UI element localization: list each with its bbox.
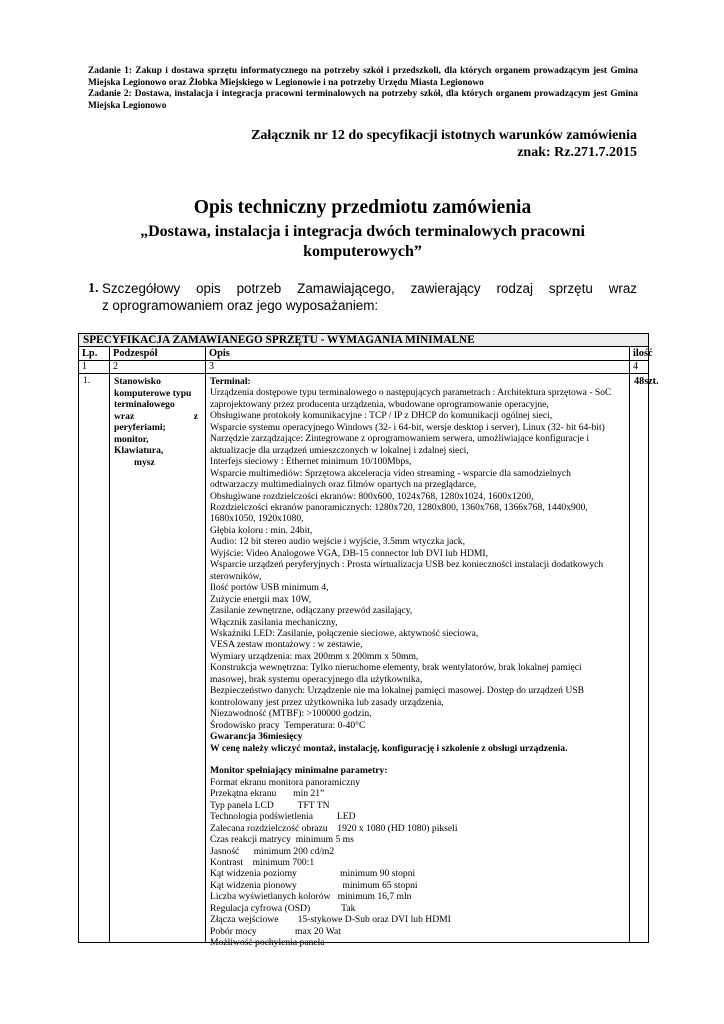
opis-line: Włącznik zasilania mechaniczny, bbox=[210, 616, 338, 628]
opis-line: Bezpieczeństwo danych: Urządzenie nie ma lokalnej pamięci masowej. Dostęp do urządzeń USB bbox=[210, 685, 585, 697]
col-number-1: 1 bbox=[82, 361, 87, 372]
annex-reference bbox=[88, 127, 637, 161]
opis-line: Możliwość pochylenia panela bbox=[210, 937, 325, 949]
opis-line: W cenę należy wliczyć montaż, instalację, konfigurację i szkolenie z obsługi urządzenia. bbox=[210, 742, 568, 754]
col-header-lp: Lp. bbox=[82, 348, 98, 359]
col-header-opis: Opis bbox=[209, 348, 230, 359]
table-header: SPECYFIKACJA ZAMAWIANEGO SPRZĘTU - WYMAGANIA MINIMALNE bbox=[78, 333, 649, 347]
opis-line: Kąt widzenia pionowy minimum 65 stopni bbox=[210, 879, 418, 891]
opis-line: Pobór mocy max 20 Wat bbox=[210, 925, 341, 937]
opis-line: VESA zestaw montażowy : w zestawie, bbox=[210, 639, 363, 651]
opis-line: Głębia koloru : min. 24bit, bbox=[210, 524, 313, 536]
opis-line: Wyjście: Video Analogowe VGA, DB-15 connector lub DVI lub HDMI, bbox=[210, 547, 488, 559]
opis-line: Wskaźniki LED: Zasilanie, połączenie sieciowe, aktywność sieciowa, bbox=[210, 627, 479, 639]
opis-line: 1680x1050, 1920x1080, bbox=[210, 513, 304, 525]
podzespol-line: monitor, bbox=[114, 433, 149, 445]
subtitle-line-2: komputerowych” bbox=[303, 243, 422, 260]
row-lp: 1. bbox=[83, 376, 91, 386]
opis-line: odtwarzaczy multimedialnych oraz filmów opartych na przeglądarce, bbox=[210, 479, 477, 491]
row-ilosc: 48szt. bbox=[634, 376, 659, 387]
task-2-text: Zadanie 2: Dostawa, instalacja i integracja pracowni terminalowych na potrzeby szkół, dla których organem prowadzącym jest Gmina Miejska Legionowo bbox=[88, 89, 638, 111]
col-number-4: 4 bbox=[633, 361, 638, 372]
spec-table bbox=[78, 333, 659, 949]
opis-line: Przekątna ekranu min 21” bbox=[210, 788, 325, 800]
opis-line: Złącza wejściowe 15-stykowe D-Sub oraz DVI lub HDMI bbox=[210, 914, 451, 926]
section-number: 1. bbox=[88, 281, 99, 296]
subtitle-line-1: „Dostawa, instalacja i integracja dwóch terminalowych pracowni bbox=[140, 223, 585, 240]
podzespol-line: peryferiami; bbox=[114, 422, 166, 433]
opis-line: Urządzenia dostępowe typu terminalowego o następujących parametrach : Architektura sprzętowa - SoC bbox=[210, 387, 612, 399]
opis-line: Wsparcie urządzeń peryferyjnych : Prosta wirtualizacja USB bez konieczności instalacji dodatkowych bbox=[210, 559, 604, 571]
opis-line: Jasność minimum 200 cd/m2 bbox=[210, 845, 335, 857]
col-divider-1 bbox=[109, 347, 110, 943]
podzespol-line bbox=[114, 411, 198, 423]
col-number-2: 2 bbox=[113, 361, 118, 372]
row-line-1 bbox=[78, 360, 649, 361]
table-border-left bbox=[78, 347, 79, 943]
section-1-line-2: z oprogramowaniem oraz jego wyposażaniem: bbox=[102, 298, 379, 313]
opis-line: Zasilanie zewnętrzne, odłączany przewód zasilający, bbox=[210, 605, 413, 617]
opis-line: Kontrast minimum 700:1 bbox=[210, 857, 315, 869]
col-divider-2 bbox=[205, 347, 206, 943]
opis-line: Terminal: bbox=[210, 376, 251, 387]
opis-line: Zużycie energii max 10W, bbox=[210, 593, 312, 605]
table-border-right bbox=[648, 347, 649, 943]
opis-line: Format ekranu monitora panoramiczny bbox=[210, 776, 360, 788]
opis-line: Ilość portów USB minimum 4, bbox=[210, 582, 329, 594]
col-header-ilosc: ilość bbox=[633, 348, 653, 359]
opis-line: Obsługiwane protokoły komunikacyjne : TCP / IP z DHCP do komunikacji ogólnej sieci, bbox=[210, 410, 553, 422]
podzespol-line: mysz bbox=[134, 456, 155, 468]
podzespol-line: Stanowisko bbox=[114, 376, 161, 387]
col-number-3: 3 bbox=[209, 361, 214, 372]
task-1-text: Zadanie 1: Zakup i dostawa sprzętu informatycznego na potrzeby szkół i przedszkoli, dla których organem prowadzącym jest Gmina Miejska Legionowo oraz Żłobka Miejskiego w Legionowie i na potrzeby Urzędu Miasta Legionowo bbox=[88, 66, 638, 88]
podzespol-line: Klawiatura, bbox=[114, 445, 164, 456]
opis-line: Niezawodność (MTBF): >100000 godzin, bbox=[210, 708, 372, 720]
opis-line: Zalecana rozdzielczość obrazu 1920 x 1080 (HD 1080) pikseli bbox=[210, 822, 458, 834]
opis-line: Wsparcie systemu operacyjnego Windows (32- i 64-bit, wersje desktop i server), Linux (32- bit 64-bit) bbox=[210, 421, 605, 433]
opis-line: Kąt widzenia poziomy minimum 90 stopni bbox=[210, 868, 416, 880]
podzespol-word: wraz bbox=[114, 410, 135, 422]
opis-line: Audio: 12 bit stereo audio wejście i wyjście, 3.5mm wtyczka jack, bbox=[210, 536, 465, 548]
annex-title: Załącznik nr 12 do specyfikacji istotnych warunków zamówienia bbox=[251, 128, 637, 143]
opis-line: Czas reakcji matrycy minimum 5 ms bbox=[210, 834, 354, 846]
opis-line bbox=[210, 754, 630, 765]
opis-line: Środowisko pracy Temperatura: 0-40°C bbox=[210, 719, 366, 731]
section-1-line-1: Szczegółowy opis potrzeb Zamawiającego, zawierający rodzaj sprzętu wraz bbox=[102, 281, 637, 296]
opis-line: Interfejs sieciowy : Ethernet minimum 10/100Mbps, bbox=[210, 456, 412, 468]
col-header-podzespol: Podzespół bbox=[113, 348, 158, 359]
opis-line: Typ panela LCD TFT TN bbox=[210, 799, 330, 811]
opis-line: Monitor spełniający minimalne parametry: bbox=[210, 765, 388, 777]
row-podzespol bbox=[114, 376, 198, 468]
podzespol-word: z bbox=[193, 410, 198, 422]
opis-line: Gwarancja 36miesięcy bbox=[210, 731, 303, 743]
annex-sign: znak: Rz.271.7.2015 bbox=[517, 145, 637, 160]
opis-line: sterowników, bbox=[210, 570, 262, 582]
opis-line: Liczba wyświetlanych kolorów minimum 16,7 mln bbox=[210, 891, 412, 903]
tender-tasks bbox=[88, 66, 638, 112]
podzespol-line: komputerowe typu bbox=[114, 387, 192, 399]
opis-line: kontrolowany jest przez użytkownika lub zasady urządzenia, bbox=[210, 696, 444, 708]
opis-line: Wsparcie multimediów: Sprzętowa akceleracja video streaming - wsparcie dla samodzielnych bbox=[210, 467, 571, 479]
opis-line: Konstrukcja wewnętrzna: Tylko nieruchome elementy, brak wentylatorów, brak lokalnej pamięci bbox=[210, 662, 582, 674]
opis-line: Rozdzielczości ekranów panoramicznych: 1280x720, 1280x800, 1360x768, 1366x768, 1440x900, bbox=[210, 501, 588, 513]
document-subtitle bbox=[88, 222, 637, 262]
opis-line: Narzędzie zarządzające: Zintegrowane z oprogramowaniem serwera, umożliwiające konfiguracje i bbox=[210, 433, 590, 445]
podzespol-line: terminalowego bbox=[114, 399, 175, 410]
opis-line: aktualizacje dla urządzeń umieszczonych w lokalnej i zdalnej sieci, bbox=[210, 444, 469, 456]
opis-line: zaprojektowany przez producenta urządzenia, wbudowane oprogramowanie operacyjne, bbox=[210, 398, 549, 410]
row-opis bbox=[210, 376, 630, 949]
opis-line: Technologia podświetlenia LED bbox=[210, 811, 356, 823]
opis-line: Regulacja cyfrowa (OSD) Tak bbox=[210, 902, 356, 914]
row-line-2 bbox=[78, 373, 649, 374]
opis-line: Wymiary urządzenia: max 200mm x 200mm x 50mm, bbox=[210, 650, 419, 662]
opis-line: masowej, brak systemu operacyjnego dla użytkownika, bbox=[210, 673, 423, 685]
document-title: Opis techniczny przedmiotu zamówienia bbox=[193, 197, 532, 218]
opis-line: Obsługiwane rozdzielczości ekranów: 800x600, 1024x768, 1280x1024, 1600x1200, bbox=[210, 490, 534, 502]
